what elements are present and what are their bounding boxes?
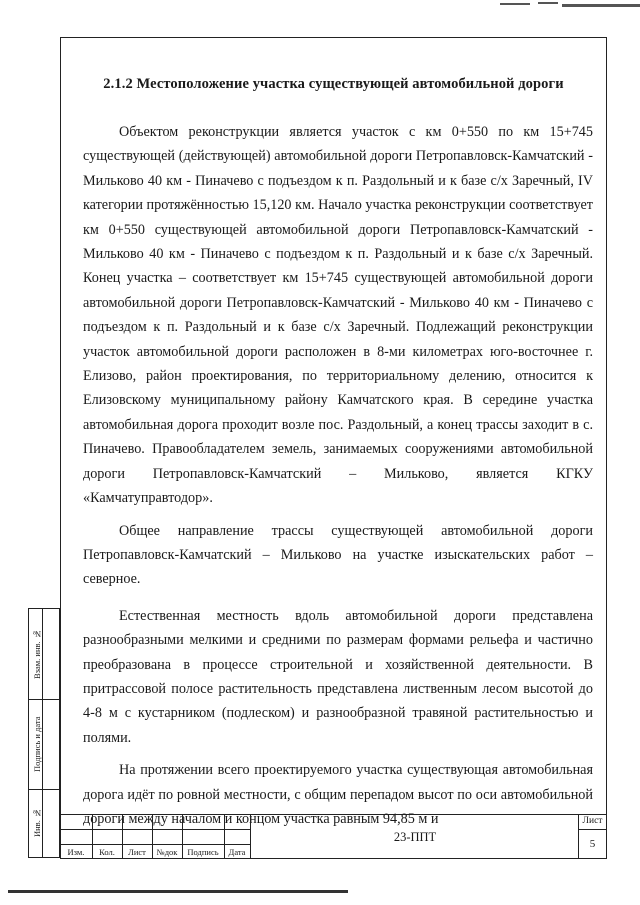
stamp-col-qty: Кол.	[99, 847, 115, 857]
paragraph-3: Естественная местность вдоль автомобильной дороги представлена разнообразными мелкими и средними по размерам формами рельефа и частично преобразована в процессе строительной и хозяйственной деятельности. В притрассовой полосе растительность представлена лиственным лесом высотой до 4-8 м с кустарником (подлеском) и разнообразной травяной растительностью и полями.	[83, 607, 593, 746]
stamp-col-change: Изм.	[67, 847, 85, 857]
sheet-number: 5	[589, 838, 596, 850]
section-heading: 2.1.2 Местоположение участка существующей автомобильной дороги	[103, 76, 564, 92]
paragraph-4: На протяжении всего проектируемого участка существующая автомобильная дорога идёт по ровной местности, с общим перепадом высот по оси автомобильной дороги между началом и концом участка равным 94,85 м и	[83, 762, 593, 827]
stamp-col-sheet: Лист	[128, 847, 146, 857]
scan-artifact	[500, 0, 640, 8]
scan-artifact-bottom	[8, 890, 348, 893]
document-code: 23-ППТ	[393, 830, 437, 844]
title-block	[60, 814, 607, 859]
stamp-col-signature: Подпись	[187, 847, 219, 857]
stamp-line	[60, 844, 250, 845]
paragraph-2: Общее направление трассы существующей автомобильной дороги Петропавловск-Камчатский – Мильково на участке изыскательских работ – северное.	[83, 522, 593, 588]
body-text	[83, 120, 593, 831]
stamp-col-date: Дата	[228, 847, 246, 857]
stamp-line	[578, 829, 607, 830]
replacement-inv-label: Взам. инв. №	[32, 629, 42, 679]
stamp-line	[60, 814, 607, 815]
paragraph-1: Объектом реконструкции является участок с км 0+550 по км 15+745 существующей (действующей) автомобильной дороги Петропавловск-Камчатский - Мильково 40 км - Пиначево с подъездом к п. Раздольный и к базе с/х Заречный, IV категории протяжённостью 15,120 км. Начало участка реконструкции соответствует км 0+550 существующей автомобильной дороги Петропавловск-Камчатский - Мильково 40 км - Пиначево с подъездом к п. Раздольный и к базе с/х Заречный. Конец участка – соответствует км 15+745 существующей автомобильной дороги автомобильной дороги Петропавловск-Камчатский - Мильково 40 км - Пиначево с подъездом к п. Раздольный и к базе с/х Заречный. Подлежащий реконструкции участок автомобильной дороги расположен в 8-ми километрах юго-восточнее г. Елизово, район проектирования, по территориальному делению, относится к Елизовскому муниципальному району Камчатского края. В середине участка автомобильная дорога проходит возле пос. Раздольный, а конец трассы заходит в с. Пиначево. Правообладателем земель, занимаемых сооружениями автомобильной дороги Петропавловск-Камчатский – Мильково, является КГКУ «Камчатуправтодор».	[83, 124, 593, 507]
side-stamp	[28, 608, 60, 858]
sheet-label: Лист	[582, 816, 603, 826]
signature-date-label: Подпись и дата	[32, 716, 42, 772]
stamp-col-doc-number: №док	[156, 847, 178, 857]
side-stamp-row-divider	[29, 699, 61, 700]
stamp-line	[60, 829, 250, 830]
side-stamp-row-divider	[29, 789, 61, 790]
inventory-number-label: Инв. №	[32, 808, 42, 838]
